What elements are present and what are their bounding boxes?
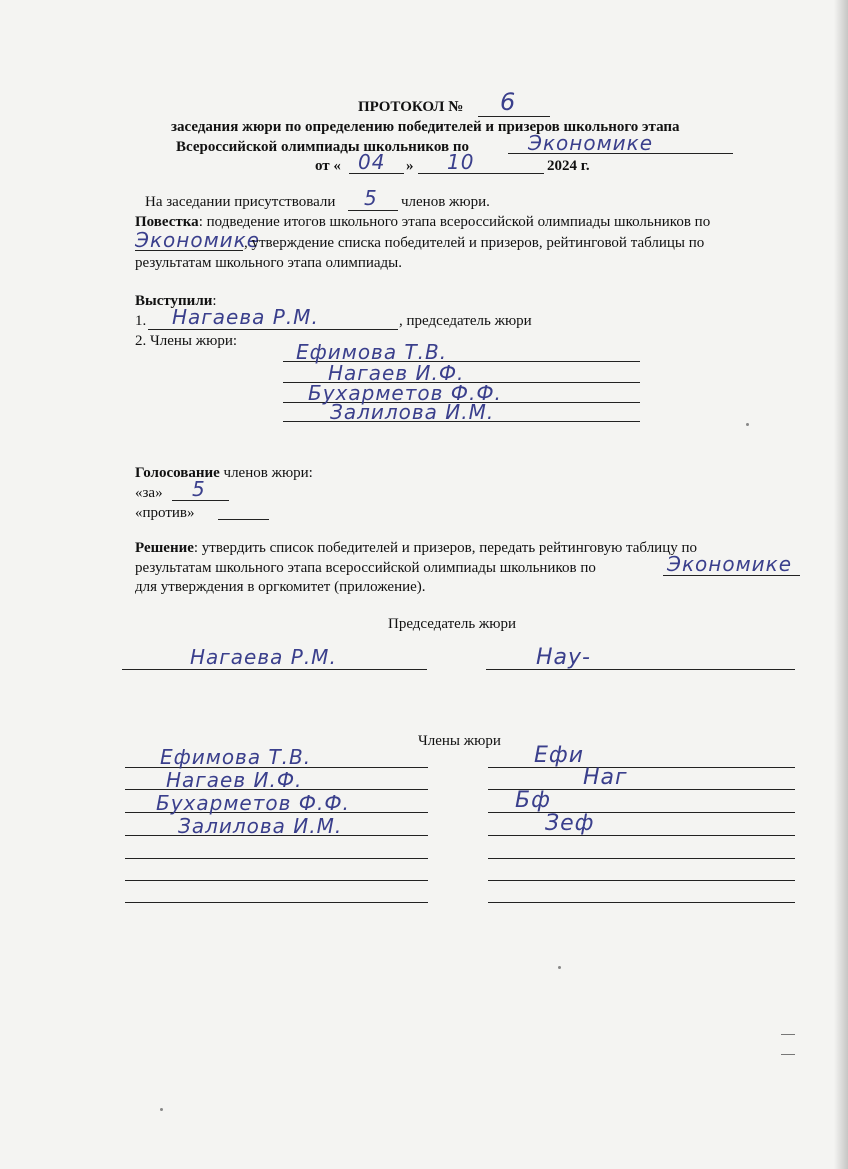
scan-mark: [781, 1054, 795, 1055]
decision-text-2: результатам школьного этапа всероссийской олимпиады школьников по: [135, 560, 596, 576]
speaker-member-2: Нагаев И.Ф.: [328, 361, 465, 385]
header-subject: Экономике: [528, 131, 654, 155]
agenda-text-1: : подведение итогов школьного этапа всероссийской олимпиады школьников по: [198, 214, 711, 230]
chair-name-signline: [122, 669, 427, 670]
protocol-number-line: [478, 116, 550, 117]
header-line-3: Всероссийской олимпиады школьников по: [176, 139, 469, 155]
header-line-2: заседания жюри по определению победителей и призеров школьного этапа: [171, 119, 680, 135]
vote-for-count: 5: [192, 477, 206, 501]
speaker-member-4: Залилова И.М.: [330, 400, 495, 424]
members-sign-line-5: [488, 858, 795, 859]
agenda-label: Повестка: [135, 214, 199, 230]
decision-subject: Экономике: [667, 552, 793, 576]
protocol-number: 6: [500, 88, 517, 116]
agenda-subject: Экономике: [135, 228, 261, 252]
speakers-colon: :: [212, 293, 217, 309]
decision-line-1: [135, 539, 697, 558]
speaker-1-role: , председатель жюри: [399, 313, 532, 329]
chair-block-title: Председатель жюри: [388, 616, 517, 632]
chair-block-name: Нагаева Р.М.: [190, 645, 337, 669]
members-sign-line-7: [488, 902, 795, 903]
scan-edge-shadow: [834, 0, 848, 1169]
members-name-line-7: [125, 902, 428, 903]
decision-label: Решение: [135, 540, 194, 556]
vote-for-label: «за»: [135, 485, 163, 501]
date-day: 04: [358, 150, 386, 174]
agenda-text-2: , утверждение списка победителей и призеров, рейтинговой таблицы по: [244, 235, 705, 251]
chair-name-line: [148, 329, 398, 330]
member-signature-3: Бф: [515, 788, 551, 813]
member-name-1: Ефимова Т.В.: [160, 745, 312, 769]
member-name-2: Нагаев И.Ф.: [166, 768, 303, 792]
vote-label: Голосование: [135, 465, 220, 481]
member-signature-4: Зеф: [545, 811, 595, 836]
date-month-line: [418, 173, 544, 174]
speaker-member-3: Бухарметов Ф.Ф.: [308, 381, 502, 405]
scan-mark: [781, 1034, 795, 1035]
date-year: 2024 г.: [547, 158, 590, 174]
scan-speck: [746, 423, 749, 426]
chair-signature: Нау-: [536, 645, 591, 670]
date-prefix: от «: [315, 158, 341, 174]
vote-label-rest: членов жюри:: [219, 465, 313, 481]
decision-text-3: для утверждения в оргкомитет (приложение).: [135, 579, 426, 595]
vote-against-label: «против»: [135, 505, 195, 521]
scan-speck: [160, 1108, 163, 1111]
members-name-line-5: [125, 858, 428, 859]
members-sign-line-6: [488, 880, 795, 881]
agenda-text-3: результатам школьного этапа олимпиады.: [135, 255, 403, 271]
speaker-member-1: Ефимова Т.В.: [296, 340, 448, 364]
attendance-after: членов жюри.: [401, 194, 490, 210]
members-block-title: Члены жюри: [418, 733, 501, 749]
vote-heading: [135, 464, 313, 483]
decision-text-1: : утвердить список победителей и призеров, передать рейтинговую таблицу по: [193, 540, 698, 556]
date-month: 10: [447, 150, 475, 174]
attendance-before: На заседании присутствовали: [145, 194, 336, 210]
speaker-chair-name: Нагаева Р.М.: [172, 305, 319, 329]
protocol-title: [358, 98, 463, 117]
members-sign-line-4: [488, 835, 795, 836]
speaker-2-label: 2. Члены жюри:: [135, 333, 238, 349]
member-name-3: Бухарметов Ф.Ф.: [156, 791, 350, 815]
speaker-1-num: 1.: [135, 313, 147, 329]
vote-against-line: [218, 519, 269, 520]
attendance-count: 5: [364, 186, 378, 210]
date-mid: »: [406, 158, 414, 174]
member-signature-1: Ефи: [534, 743, 585, 768]
attendance-count-line: [348, 210, 398, 211]
member-name-4: Залилова И.М.: [178, 814, 343, 838]
member-signature-2: Наг: [583, 765, 628, 790]
members-name-line-6: [125, 880, 428, 881]
protocol-label: ПРОТОКОЛ №: [358, 99, 464, 115]
speakers-label: Выступили: [135, 293, 213, 309]
scan-speck: [558, 966, 561, 969]
chair-signature-line: [486, 669, 795, 670]
